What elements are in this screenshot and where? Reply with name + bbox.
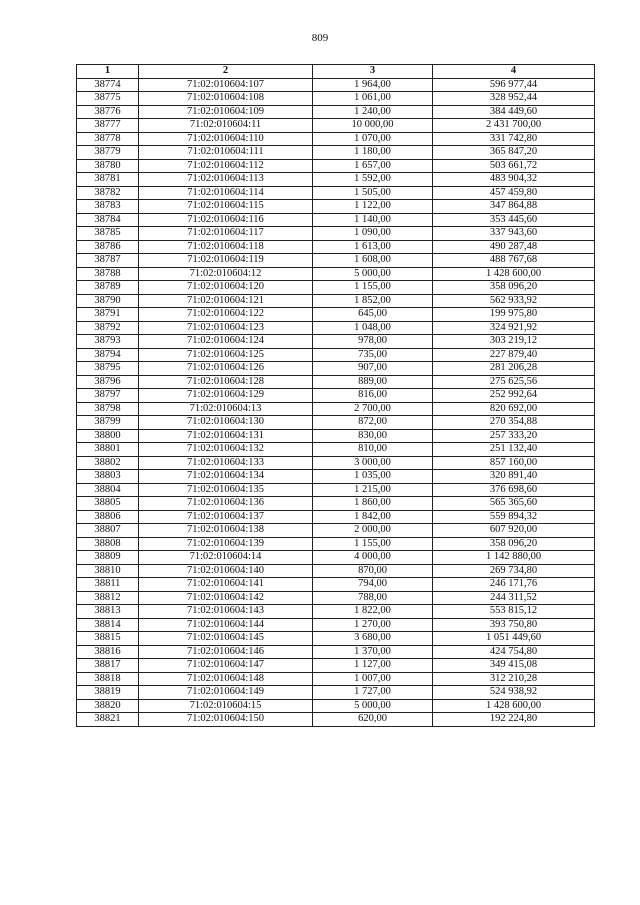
value-cell: 337 943,60 bbox=[433, 227, 595, 241]
data-table bbox=[76, 64, 595, 727]
cadastral-number-cell: 71:02:010604:144 bbox=[139, 618, 313, 632]
value-cell: 347 864,88 bbox=[433, 200, 595, 214]
row-number-cell: 38786 bbox=[77, 240, 139, 254]
value-cell: 251 132,40 bbox=[433, 443, 595, 457]
cadastral-number-cell: 71:02:010604:116 bbox=[139, 213, 313, 227]
area-cell: 1 180,00 bbox=[313, 146, 433, 160]
area-cell: 1 122,00 bbox=[313, 200, 433, 214]
value-cell: 328 952,44 bbox=[433, 92, 595, 106]
row-number-cell: 38800 bbox=[77, 429, 139, 443]
value-cell: 252 992,64 bbox=[433, 389, 595, 403]
value-cell: 227 879,40 bbox=[433, 348, 595, 362]
value-cell: 384 449,60 bbox=[433, 105, 595, 119]
value-cell: 244 311,52 bbox=[433, 591, 595, 605]
cadastral-number-cell: 71:02:010604:110 bbox=[139, 132, 313, 146]
cadastral-number-cell: 71:02:010604:150 bbox=[139, 713, 313, 727]
row-number-cell: 38807 bbox=[77, 524, 139, 538]
column-header-4: 4 bbox=[433, 65, 595, 79]
area-cell: 810,00 bbox=[313, 443, 433, 457]
value-cell: 349 415,08 bbox=[433, 659, 595, 673]
table-row bbox=[77, 578, 595, 592]
value-cell: 424 754,80 bbox=[433, 645, 595, 659]
cadastral-number-cell: 71:02:010604:114 bbox=[139, 186, 313, 200]
table-row bbox=[77, 551, 595, 565]
area-cell: 620,00 bbox=[313, 713, 433, 727]
area-cell: 1 270,00 bbox=[313, 618, 433, 632]
cadastral-number-cell: 71:02:010604:111 bbox=[139, 146, 313, 160]
cadastral-number-cell: 71:02:010604:139 bbox=[139, 537, 313, 551]
area-cell: 1 155,00 bbox=[313, 281, 433, 295]
value-cell: 365 847,20 bbox=[433, 146, 595, 160]
area-cell: 1 155,00 bbox=[313, 537, 433, 551]
table-row bbox=[77, 146, 595, 160]
row-number-cell: 38802 bbox=[77, 456, 139, 470]
cadastral-number-cell: 71:02:010604:135 bbox=[139, 483, 313, 497]
table-row bbox=[77, 105, 595, 119]
row-number-cell: 38813 bbox=[77, 605, 139, 619]
value-cell: 246 171,76 bbox=[433, 578, 595, 592]
value-cell: 353 445,60 bbox=[433, 213, 595, 227]
row-number-cell: 38812 bbox=[77, 591, 139, 605]
cadastral-number-cell: 71:02:010604:12 bbox=[139, 267, 313, 281]
row-number-cell: 38814 bbox=[77, 618, 139, 632]
area-cell: 1 127,00 bbox=[313, 659, 433, 673]
table-row bbox=[77, 659, 595, 673]
value-cell: 559 894,32 bbox=[433, 510, 595, 524]
table-row bbox=[77, 416, 595, 430]
cadastral-number-cell: 71:02:010604:115 bbox=[139, 200, 313, 214]
cadastral-number-cell: 71:02:010604:109 bbox=[139, 105, 313, 119]
value-cell: 275 625,56 bbox=[433, 375, 595, 389]
table-row bbox=[77, 402, 595, 416]
area-cell: 3 680,00 bbox=[313, 632, 433, 646]
row-number-cell: 38798 bbox=[77, 402, 139, 416]
row-number-cell: 38775 bbox=[77, 92, 139, 106]
row-number-cell: 38790 bbox=[77, 294, 139, 308]
table-row bbox=[77, 632, 595, 646]
table-row bbox=[77, 672, 595, 686]
table-row bbox=[77, 92, 595, 106]
area-cell: 1 592,00 bbox=[313, 173, 433, 187]
area-cell: 1 070,00 bbox=[313, 132, 433, 146]
area-cell: 1 048,00 bbox=[313, 321, 433, 335]
value-cell: 562 933,92 bbox=[433, 294, 595, 308]
row-number-cell: 38801 bbox=[77, 443, 139, 457]
value-cell: 1 142 880,00 bbox=[433, 551, 595, 565]
row-number-cell: 38810 bbox=[77, 564, 139, 578]
table-row bbox=[77, 375, 595, 389]
table-row bbox=[77, 456, 595, 470]
cadastral-number-cell: 71:02:010604:138 bbox=[139, 524, 313, 538]
cadastral-number-cell: 71:02:010604:132 bbox=[139, 443, 313, 457]
table-row bbox=[77, 294, 595, 308]
area-cell: 645,00 bbox=[313, 308, 433, 322]
area-cell: 870,00 bbox=[313, 564, 433, 578]
area-cell: 4 000,00 bbox=[313, 551, 433, 565]
value-cell: 199 975,80 bbox=[433, 308, 595, 322]
table-row bbox=[77, 227, 595, 241]
value-cell: 324 921,92 bbox=[433, 321, 595, 335]
value-cell: 1 428 600,00 bbox=[433, 267, 595, 281]
table-row bbox=[77, 348, 595, 362]
table-row bbox=[77, 267, 595, 281]
table-row bbox=[77, 200, 595, 214]
area-cell: 2 700,00 bbox=[313, 402, 433, 416]
column-header-1: 1 bbox=[77, 65, 139, 79]
cadastral-number-cell: 71:02:010604:141 bbox=[139, 578, 313, 592]
table-row bbox=[77, 645, 595, 659]
row-number-cell: 38778 bbox=[77, 132, 139, 146]
cadastral-number-cell: 71:02:010604:118 bbox=[139, 240, 313, 254]
table-row bbox=[77, 186, 595, 200]
table-row bbox=[77, 132, 595, 146]
cadastral-number-cell: 71:02:010604:136 bbox=[139, 497, 313, 511]
area-cell: 1 860,00 bbox=[313, 497, 433, 511]
area-cell: 1 822,00 bbox=[313, 605, 433, 619]
row-number-cell: 38788 bbox=[77, 267, 139, 281]
row-number-cell: 38781 bbox=[77, 173, 139, 187]
value-cell: 320 891,40 bbox=[433, 470, 595, 484]
table-row bbox=[77, 254, 595, 268]
area-cell: 1 505,00 bbox=[313, 186, 433, 200]
table-row bbox=[77, 686, 595, 700]
table-row bbox=[77, 470, 595, 484]
value-cell: 192 224,80 bbox=[433, 713, 595, 727]
area-cell: 1 727,00 bbox=[313, 686, 433, 700]
cadastral-number-cell: 71:02:010604:130 bbox=[139, 416, 313, 430]
value-cell: 857 160,00 bbox=[433, 456, 595, 470]
table-row bbox=[77, 483, 595, 497]
value-cell: 269 734,80 bbox=[433, 564, 595, 578]
table-row bbox=[77, 443, 595, 457]
column-header-2: 2 bbox=[139, 65, 313, 79]
value-cell: 457 459,80 bbox=[433, 186, 595, 200]
row-number-cell: 38821 bbox=[77, 713, 139, 727]
value-cell: 281 206,28 bbox=[433, 362, 595, 376]
value-cell: 488 767,68 bbox=[433, 254, 595, 268]
value-cell: 503 661,72 bbox=[433, 159, 595, 173]
row-number-cell: 38809 bbox=[77, 551, 139, 565]
area-cell: 3 000,00 bbox=[313, 456, 433, 470]
cadastral-number-cell: 71:02:010604:146 bbox=[139, 645, 313, 659]
cadastral-number-cell: 71:02:010604:147 bbox=[139, 659, 313, 673]
row-number-cell: 38818 bbox=[77, 672, 139, 686]
table-row bbox=[77, 618, 595, 632]
cadastral-number-cell: 71:02:010604:142 bbox=[139, 591, 313, 605]
table-row bbox=[77, 362, 595, 376]
cadastral-number-cell: 71:02:010604:13 bbox=[139, 402, 313, 416]
row-number-cell: 38805 bbox=[77, 497, 139, 511]
cadastral-number-cell: 71:02:010604:122 bbox=[139, 308, 313, 322]
row-number-cell: 38795 bbox=[77, 362, 139, 376]
cadastral-number-cell: 71:02:010604:143 bbox=[139, 605, 313, 619]
value-cell: 312 210,28 bbox=[433, 672, 595, 686]
row-number-cell: 38791 bbox=[77, 308, 139, 322]
table-row bbox=[77, 524, 595, 538]
cadastral-number-cell: 71:02:010604:131 bbox=[139, 429, 313, 443]
row-number-cell: 38782 bbox=[77, 186, 139, 200]
area-cell: 1 613,00 bbox=[313, 240, 433, 254]
value-cell: 2 431 700,00 bbox=[433, 119, 595, 133]
value-cell: 358 096,20 bbox=[433, 281, 595, 295]
table-row bbox=[77, 335, 595, 349]
table-header-row bbox=[77, 65, 595, 79]
row-number-cell: 38774 bbox=[77, 78, 139, 92]
area-cell: 10 000,00 bbox=[313, 119, 433, 133]
page-number: 809 bbox=[311, 32, 329, 44]
area-cell: 1 061,00 bbox=[313, 92, 433, 106]
column-header-3: 3 bbox=[313, 65, 433, 79]
cadastral-number-cell: 71:02:010604:107 bbox=[139, 78, 313, 92]
cadastral-number-cell: 71:02:010604:126 bbox=[139, 362, 313, 376]
cadastral-number-cell: 71:02:010604:112 bbox=[139, 159, 313, 173]
table-row bbox=[77, 605, 595, 619]
cadastral-number-cell: 71:02:010604:149 bbox=[139, 686, 313, 700]
table-row bbox=[77, 119, 595, 133]
row-number-cell: 38816 bbox=[77, 645, 139, 659]
row-number-cell: 38799 bbox=[77, 416, 139, 430]
value-cell: 596 977,44 bbox=[433, 78, 595, 92]
row-number-cell: 38783 bbox=[77, 200, 139, 214]
cadastral-number-cell: 71:02:010604:119 bbox=[139, 254, 313, 268]
table-row bbox=[77, 308, 595, 322]
row-number-cell: 38806 bbox=[77, 510, 139, 524]
row-number-cell: 38785 bbox=[77, 227, 139, 241]
table-row bbox=[77, 537, 595, 551]
cadastral-number-cell: 71:02:010604:11 bbox=[139, 119, 313, 133]
area-cell: 1 370,00 bbox=[313, 645, 433, 659]
value-cell: 1 428 600,00 bbox=[433, 699, 595, 713]
area-cell: 1 007,00 bbox=[313, 672, 433, 686]
area-cell: 735,00 bbox=[313, 348, 433, 362]
row-number-cell: 38817 bbox=[77, 659, 139, 673]
row-number-cell: 38796 bbox=[77, 375, 139, 389]
row-number-cell: 38780 bbox=[77, 159, 139, 173]
table-body bbox=[77, 78, 595, 726]
area-cell: 1 240,00 bbox=[313, 105, 433, 119]
area-cell: 788,00 bbox=[313, 591, 433, 605]
value-cell: 483 904,32 bbox=[433, 173, 595, 187]
area-cell: 907,00 bbox=[313, 362, 433, 376]
value-cell: 303 219,12 bbox=[433, 335, 595, 349]
row-number-cell: 38779 bbox=[77, 146, 139, 160]
table-row bbox=[77, 78, 595, 92]
cadastral-number-cell: 71:02:010604:134 bbox=[139, 470, 313, 484]
cadastral-number-cell: 71:02:010604:120 bbox=[139, 281, 313, 295]
cadastral-number-cell: 71:02:010604:148 bbox=[139, 672, 313, 686]
cadastral-number-cell: 71:02:010604:125 bbox=[139, 348, 313, 362]
area-cell: 889,00 bbox=[313, 375, 433, 389]
table-row bbox=[77, 173, 595, 187]
row-number-cell: 38820 bbox=[77, 699, 139, 713]
row-number-cell: 38789 bbox=[77, 281, 139, 295]
value-cell: 565 365,60 bbox=[433, 497, 595, 511]
area-cell: 5 000,00 bbox=[313, 267, 433, 281]
table-row bbox=[77, 497, 595, 511]
cadastral-number-cell: 71:02:010604:133 bbox=[139, 456, 313, 470]
row-number-cell: 38803 bbox=[77, 470, 139, 484]
row-number-cell: 38797 bbox=[77, 389, 139, 403]
row-number-cell: 38792 bbox=[77, 321, 139, 335]
row-number-cell: 38808 bbox=[77, 537, 139, 551]
row-number-cell: 38776 bbox=[77, 105, 139, 119]
area-cell: 1 657,00 bbox=[313, 159, 433, 173]
value-cell: 331 742,80 bbox=[433, 132, 595, 146]
value-cell: 607 920,00 bbox=[433, 524, 595, 538]
row-number-cell: 38804 bbox=[77, 483, 139, 497]
value-cell: 524 938,92 bbox=[433, 686, 595, 700]
cadastral-number-cell: 71:02:010604:123 bbox=[139, 321, 313, 335]
area-cell: 1 964,00 bbox=[313, 78, 433, 92]
area-cell: 978,00 bbox=[313, 335, 433, 349]
table-row bbox=[77, 564, 595, 578]
value-cell: 1 051 449,60 bbox=[433, 632, 595, 646]
area-cell: 1 842,00 bbox=[313, 510, 433, 524]
area-cell: 1 215,00 bbox=[313, 483, 433, 497]
table-row bbox=[77, 213, 595, 227]
value-cell: 358 096,20 bbox=[433, 537, 595, 551]
area-cell: 1 090,00 bbox=[313, 227, 433, 241]
table-row bbox=[77, 321, 595, 335]
area-cell: 830,00 bbox=[313, 429, 433, 443]
cadastral-number-cell: 71:02:010604:129 bbox=[139, 389, 313, 403]
area-cell: 2 000,00 bbox=[313, 524, 433, 538]
value-cell: 553 815,12 bbox=[433, 605, 595, 619]
area-cell: 872,00 bbox=[313, 416, 433, 430]
area-cell: 1 608,00 bbox=[313, 254, 433, 268]
cadastral-number-cell: 71:02:010604:145 bbox=[139, 632, 313, 646]
row-number-cell: 38794 bbox=[77, 348, 139, 362]
table-row bbox=[77, 510, 595, 524]
value-cell: 270 354,88 bbox=[433, 416, 595, 430]
cadastral-number-cell: 71:02:010604:121 bbox=[139, 294, 313, 308]
row-number-cell: 38811 bbox=[77, 578, 139, 592]
cadastral-number-cell: 71:02:010604:113 bbox=[139, 173, 313, 187]
table-row bbox=[77, 281, 595, 295]
value-cell: 257 333,20 bbox=[433, 429, 595, 443]
value-cell: 820 692,00 bbox=[433, 402, 595, 416]
table-row bbox=[77, 713, 595, 727]
area-cell: 816,00 bbox=[313, 389, 433, 403]
value-cell: 393 750,80 bbox=[433, 618, 595, 632]
area-cell: 1 852,00 bbox=[313, 294, 433, 308]
cadastral-number-cell: 71:02:010604:117 bbox=[139, 227, 313, 241]
table-row bbox=[77, 159, 595, 173]
table-row bbox=[77, 429, 595, 443]
cadastral-number-cell: 71:02:010604:140 bbox=[139, 564, 313, 578]
row-number-cell: 38793 bbox=[77, 335, 139, 349]
cadastral-number-cell: 71:02:010604:14 bbox=[139, 551, 313, 565]
row-number-cell: 38784 bbox=[77, 213, 139, 227]
cadastral-number-cell: 71:02:010604:124 bbox=[139, 335, 313, 349]
area-cell: 1 140,00 bbox=[313, 213, 433, 227]
cadastral-number-cell: 71:02:010604:137 bbox=[139, 510, 313, 524]
table-row bbox=[77, 699, 595, 713]
table-row bbox=[77, 240, 595, 254]
area-cell: 794,00 bbox=[313, 578, 433, 592]
area-cell: 1 035,00 bbox=[313, 470, 433, 484]
cadastral-number-cell: 71:02:010604:15 bbox=[139, 699, 313, 713]
row-number-cell: 38819 bbox=[77, 686, 139, 700]
cadastral-number-cell: 71:02:010604:108 bbox=[139, 92, 313, 106]
value-cell: 490 287,48 bbox=[433, 240, 595, 254]
table-header bbox=[77, 65, 595, 79]
cadastral-number-cell: 71:02:010604:128 bbox=[139, 375, 313, 389]
row-number-cell: 38777 bbox=[77, 119, 139, 133]
table-row bbox=[77, 389, 595, 403]
area-cell: 5 000,00 bbox=[313, 699, 433, 713]
row-number-cell: 38815 bbox=[77, 632, 139, 646]
value-cell: 376 698,60 bbox=[433, 483, 595, 497]
table-row bbox=[77, 591, 595, 605]
row-number-cell: 38787 bbox=[77, 254, 139, 268]
